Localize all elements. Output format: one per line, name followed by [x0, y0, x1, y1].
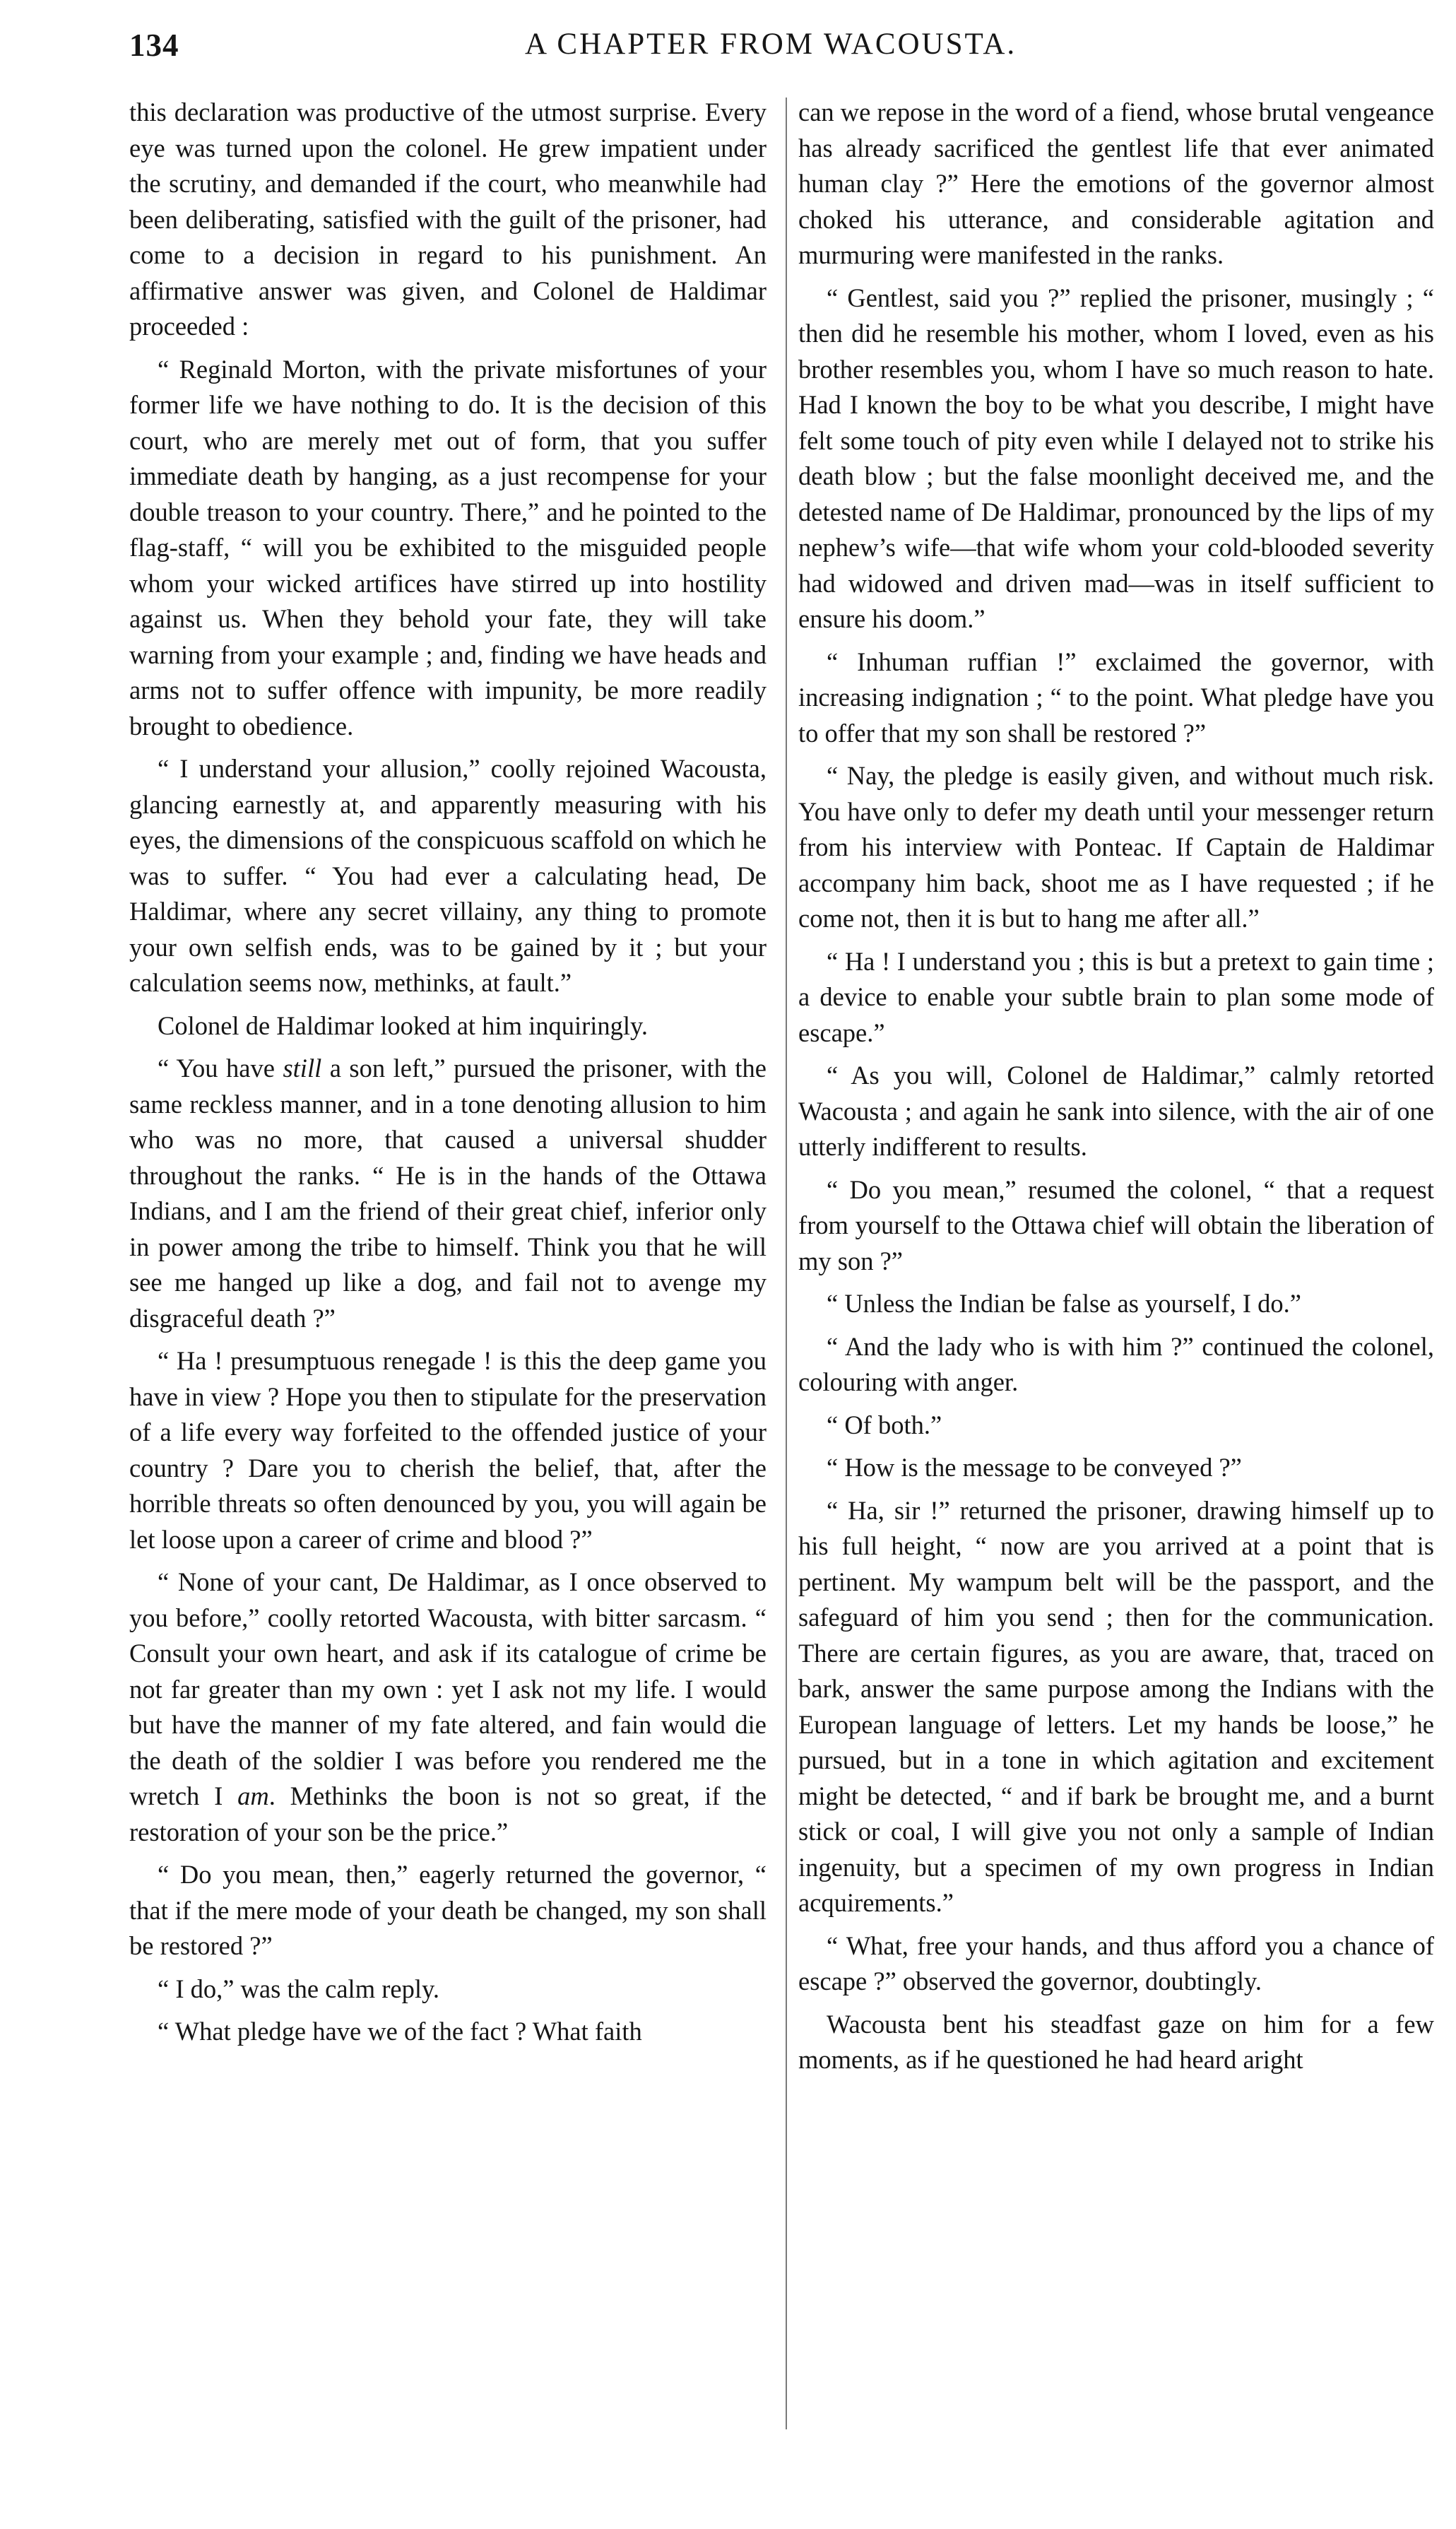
- paragraph: Wacousta bent his steadfast gaze on him for a few moments, as if he questioned he had heard aright: [798, 2009, 1434, 2074]
- left-column: [129, 95, 767, 2057]
- running-head: A CHAPTER FROM WACOUSTA.: [525, 28, 1017, 61]
- paragraph: “ What pledge have we of the fact ? What faith: [158, 2017, 642, 2046]
- paragraph: “ Nay, the pledge is easily given, and without much risk. You have only to defer my death until your messenger return from his interview with Ponteac. If Captain de Haldimar accompany him back, shoot me as I have requested ; if he come not, then it is but to hang me after all.”: [798, 761, 1434, 933]
- paragraph: “ I do,” was the calm reply.: [158, 1974, 439, 2003]
- paragraph: “ What, free your hands, and thus afford you a chance of escape ?” observed the governor, doubtingly.: [798, 1930, 1434, 1996]
- column-divider: [786, 98, 787, 2429]
- right-column: [798, 95, 1434, 2085]
- paragraph: “ Inhuman ruffian !” exclaimed the governor, with increasing indignation ; “ to the point. What pledge have you to offer that my son shall be restored ?”: [798, 647, 1434, 748]
- paragraph: “ I understand your allusion,” coolly rejoined Wacousta, glancing earnestly at, and apparently measuring with his eyes, the dimensions of the conspicuous scaffold on which he was to suffer. “ You had ever a calculating head, De Haldimar, where any secret villainy, any thing to promote your own selfish ends, was to be gained by it ; but your calculation seems now, methinks, at fault.”: [129, 754, 767, 997]
- paragraph: “ Of both.”: [827, 1410, 942, 1439]
- paragraph: “ Ha ! presumptuous renegade ! is this the deep game you have in view ? Hope you then to stipulate for the preservation of a life every way forfeited to the offended justice of your country ? Dare you to cherish the belief, that, after the horrible threats so often denounced by you, you will again be let loose upon a career of crime and blood ?”: [129, 1346, 767, 1554]
- page-header: [129, 27, 1438, 69]
- paragraph: “ Unless the Indian be false as yourself, I do.”: [827, 1289, 1301, 1318]
- paragraph: “ Ha ! I understand you ; this is but a pretext to gain time ; a device to enable your subtle brain to plan some mode of escape.”: [798, 946, 1434, 1047]
- paragraph: “ None of your cant, De Haldimar, as I once observed to you before,” coolly retorted Wacousta, with bitter sarcasm. “ Consult your own heart, and ask if its catalogue of crime be not far greater than my own : yet I ask not my life. I would but have the manner of my fate altered, and fain would die the death of the soldier I was before you rendered me the wretch I am. Methinks the boon is not so great, if the restoration of your son be the price.”: [129, 1567, 767, 1846]
- paragraph: this declaration was productive of the utmost surprise. Every eye was turned upon the colonel. He grew impatient under the scrutiny, and demanded if the court, who meanwhile had been deliberating, satisfied with the guilt of the prisoner, had come to a decision in regard to his punishment. An affirmative answer was given, and Colonel de Haldimar proceeded :: [129, 98, 767, 341]
- paragraph: “ Reginald Morton, with the private misfortunes of your former life we have nothing to do. It is the decision of this court, who are merely met out of form, that you suffer immediate death by hanging, as a just recompense for your double treason to your country. There,” and he pointed to the flag-staff, “ will you be exhibited to the misguided people whom your wicked artifices have stirred up into hostility against us. When they behold your fate, they will take warning from your example ; and, finding we have heads and arms not to suffer offence with impunity, be more readily brought to obedience.: [129, 354, 767, 741]
- paragraph: “ Do you mean,” resumed the colonel, “ that a request from yourself to the Ottawa chief will obtain the liberation of my son ?”: [798, 1174, 1434, 1275]
- paragraph: “ As you will, Colonel de Haldimar,” calmly retorted Wacousta ; and again he sank into silence, with the air of one utterly indifferent to results.: [798, 1061, 1434, 1161]
- paragraph: Colonel de Haldimar looked at him inquiringly.: [158, 1010, 649, 1040]
- paragraph: “ How is the message to be conveyed ?”: [827, 1453, 1242, 1482]
- paragraph: “ Ha, sir !” returned the prisoner, drawing himself up to his full height, “ now are you arrived at a point that is pertinent. My wampum belt will be the passport, and the safeguard of him you send ; then for the communication. There are certain figures, as you are aware, that, traced on bark, answer the same purpose among the Indians with the European language of letters. Let my hands be loose,” he pursued, but in a tone in which agitation and excitement might be detected, “ and if bark be brought me, and a burnt stick or coal, I will give you not only a sample of Indian ingenuity, but a specimen of my own progress in Indian acquirements.”: [798, 1495, 1434, 1917]
- paragraph: “ You have still a son left,” pursued the prisoner, with the same reckless manner, and in a tone denoting allusion to him who was no more, that caused a universal shudder throughout the ranks. “ He is in the hands of the Ottawa Indians, and I am the friend of their great chief, inferior only in power among the tribe to himself. Think you that he will see me hanged up like a dog, and fail not to avenge my disgraceful death ?”: [129, 1054, 767, 1333]
- paragraph: can we repose in the word of a fiend, whose brutal vengeance has already sacrificed the gentlest life that ever animated human clay ?” Here the emotions of the governor almost choked his utterance, and considerable agitation and murmuring were manifested in the ranks.: [798, 98, 1434, 269]
- paragraph: “ Do you mean, then,” eagerly returned the governor, “ that if the mere mode of your death be changed, my son shall be restored ?”: [129, 1860, 767, 1960]
- paragraph: “ And the lady who is with him ?” continued the colonel, colouring with anger.: [798, 1331, 1434, 1396]
- paragraph: “ Gentlest, said you ?” replied the prisoner, musingly ; “ then did he resemble his mother, whom I loved, even as his brother resembles you, whom I have so much reason to hate. Had I known the boy to be what you describe, I might have felt some touch of pity even while I delayed not to strike his death blow ; but the false moonlight deceived me, and the detested name of De Haldimar, pronounced by the lips of my nephew’s wife—that wife whom your cold-blooded severity had widowed and driven mad—was in itself sufficient to ensure his doom.”: [798, 283, 1434, 633]
- page-number: 134: [129, 28, 179, 63]
